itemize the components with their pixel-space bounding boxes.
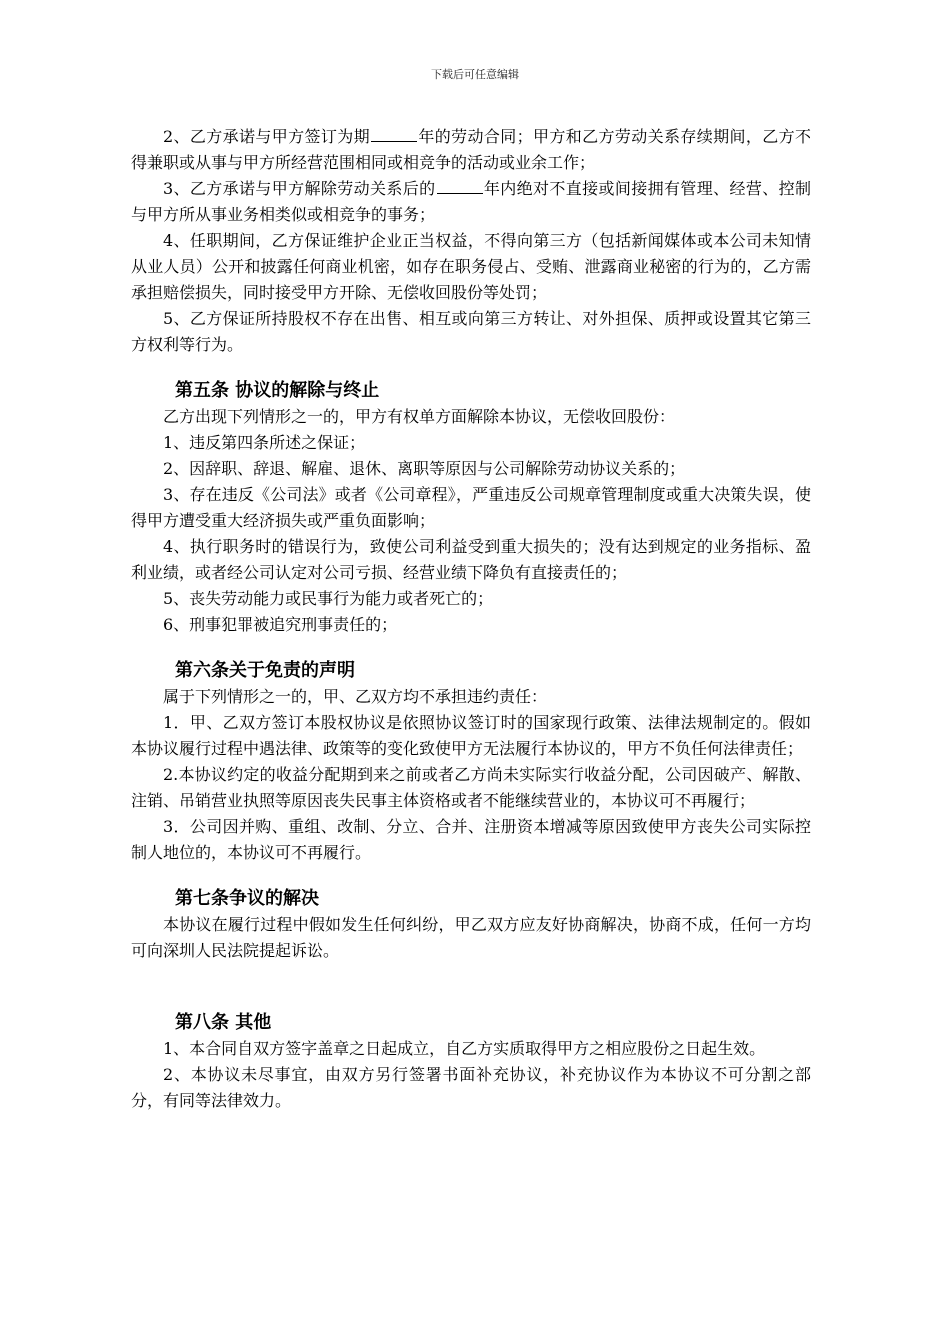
clause-6-1: 1．甲、乙双方签订本股权协议是依照协议签订时的国家现行政策、法律法规制定的。假如本协议履行过程中遇法律、政策等的变化致使甲方无法履行本协议的，甲方不负任何法律责任；: [131, 713, 811, 758]
header-note: 下载后可任意编辑: [431, 68, 519, 81]
fill-blank: [371, 127, 417, 142]
clause-5-5: 5、丧失劳动能力或民事行为能力或者死亡的；: [163, 589, 494, 608]
section-6-title: 第六条关于免责的声明: [175, 660, 355, 681]
fill-blank: [437, 179, 483, 194]
clause-5-6: 6、刑事犯罪被追究刑事责任的；: [163, 615, 398, 634]
clause-8-1: 1、本合同自双方签字盖章之日起成立，自乙方实质取得甲方之相应股份之日起生效。: [163, 1039, 766, 1058]
clause-4-3: 3、乙方承诺与甲方解除劳动关系后的 年内绝对不直接或间接拥有管理、经营、控制与甲方所从事业务相类似或相竞争的事务；: [131, 179, 811, 224]
section-6-intro: 属于下列情形之一的，甲、乙双方均不承担违约责任：: [163, 687, 548, 706]
clause-6-2: 2.本协议约定的收益分配期到来之前或者乙方尚未实际实行收益分配，公司因破产、解散、注销、吊销营业执照等原因丧失民事主体资格或者不能继续营业的，本协议可不再履行；: [131, 765, 811, 810]
clause-5-1: 1、违反第四条所述之保证；: [163, 433, 366, 452]
clause-4-5: 5、乙方保证所持股权不存在出售、相互或向第三方转让、对外担保、质押或设置其它第三方权利等行为。: [131, 309, 811, 354]
clause-6-3: 3．公司因并购、重组、改制、分立、合并、注册资本增减等原因致使甲方丧失公司实际控制人地位的，本协议可不再履行。: [131, 817, 811, 862]
clause-5-4: 4、执行职务时的错误行为，致使公司利益受到重大损失的；没有达到规定的业务指标、盈利业绩，或者经公司认定对公司亏损、经营业绩下降负有直接责任的；: [131, 537, 811, 582]
section-8-title: 第八条 其他: [175, 1012, 272, 1033]
clause-4-4: 4、任职期间，乙方保证维护企业正当权益，不得向第三方（包括新闻媒体或本公司未知情从业人员）公开和披露任何商业机密，如存在职务侵占、受贿、泄露商业秘密的行为的，乙方需承担赔偿损失，同时接受甲方开除、无偿收回股份等处罚；: [131, 231, 811, 302]
clause-5-2: 2、因辞职、辞退、解雇、退休、离职等原因与公司解除劳动协议关系的；: [163, 459, 686, 478]
document-body: [131, 124, 811, 1114]
clause-8-2: 2、本协议未尽事宜，由双方另行签署书面补充协议，补充协议作为本协议不可分割之部分，有同等法律效力。: [131, 1065, 811, 1110]
clause-5-3: 3、存在违反《公司法》或者《公司章程》，严重违反公司规章管理制度或重大决策失误，使得甲方遭受重大经济损失或严重负面影响；: [131, 485, 811, 530]
section-5-title: 第五条 协议的解除与终止: [175, 380, 380, 401]
section-5-intro: 乙方出现下列情形之一的，甲方有权单方面解除本协议，无偿收回股份：: [163, 407, 676, 426]
clause-4-2: 2、乙方承诺与甲方签订为期 年的劳动合同；甲方和乙方劳动关系存续期间，乙方不得兼职或从事与甲方所经营范围相同或相竞争的活动或业余工作；: [131, 127, 811, 172]
section-7-title: 第七条争议的解决: [175, 888, 319, 909]
section-7-text: 本协议在履行过程中假如发生任何纠纷，甲乙双方应友好协商解决，协商不成，任何一方均可向深圳人民法院提起诉讼。: [131, 915, 811, 960]
